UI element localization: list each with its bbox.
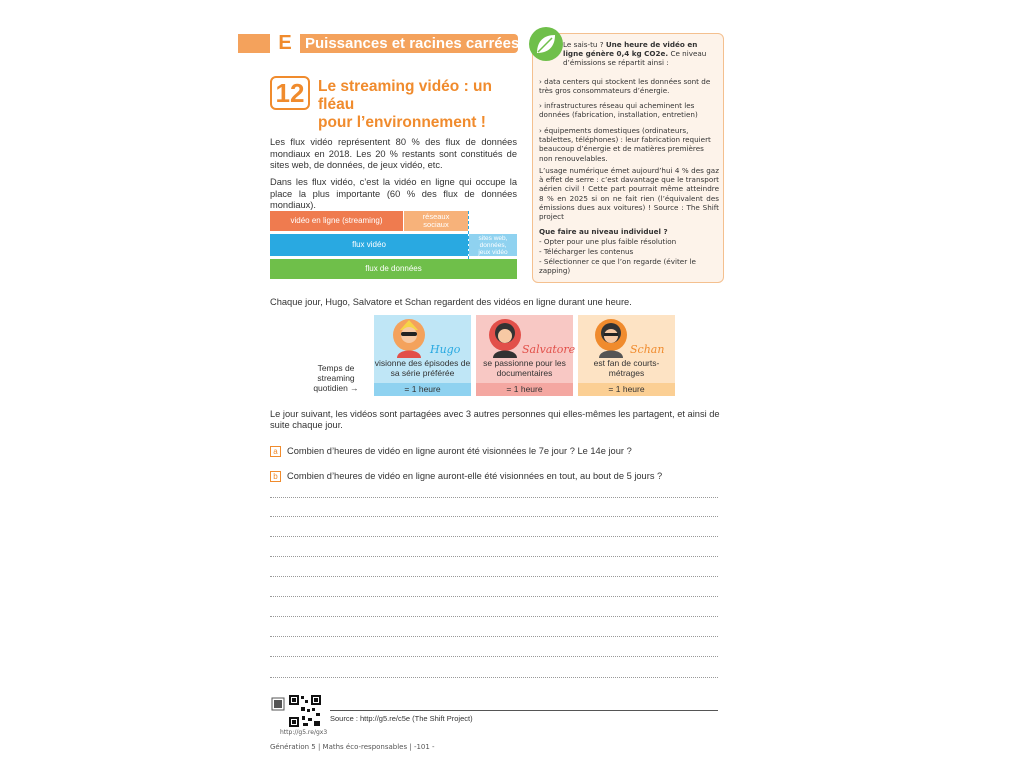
salvatore-time: = 1 heure — [476, 383, 573, 396]
answer-line[interactable] — [270, 677, 718, 678]
sidebox-action-2: - Télécharger les contenus — [539, 247, 634, 256]
exercise-title-line2: pour l’environnement ! — [318, 114, 486, 131]
bar-social-label: réseaux sociaux — [422, 212, 450, 229]
bar-data-label: flux de données — [365, 264, 422, 273]
intro-paragraph-1: Les flux vidéo représentent 80 % des flux de données mondiaux en 2018. Les 20 % restants sont constitués de sites web, de données, de jeux vidéo, etc. — [270, 137, 517, 170]
question-a-label: a — [270, 446, 281, 457]
next-day-text: Le jour suivant, les vidéos sont partagées avec 3 autres personnes qui elles-mêmes les partagent, et ainsi de suite chaque jour. — [270, 409, 720, 430]
sidebox-action-title: Que faire au niveau individuel ? — [539, 227, 668, 236]
sidebox-bullet-1: › data centers qui stockent les données sont de très gros consommateurs d’énergie. — [539, 77, 711, 96]
answer-line[interactable] — [270, 596, 718, 597]
schan-desc: est fan de courts-métrages — [593, 358, 660, 378]
hugo-desc: visionne des épisodes de sa série préférée — [374, 358, 471, 378]
qr-code-icon[interactable] — [288, 694, 322, 728]
bar-websites — [469, 234, 517, 256]
section-letter: E — [270, 32, 300, 55]
answer-line[interactable] — [270, 536, 718, 537]
hugo-name: Hugo — [430, 343, 461, 356]
sidebox-action-3: - Sélectionner ce que l’on regarde (éviter le zapping) — [539, 257, 696, 276]
bar-video-flow — [270, 234, 468, 256]
character-card-schan — [578, 315, 675, 383]
sidebox-intro-a: Le sais-tu ? — [563, 40, 604, 49]
character-card-hugo — [374, 315, 471, 383]
salvatore-name: Salvatore — [522, 343, 576, 356]
question-b-label: b — [270, 471, 281, 482]
exercise-title — [318, 78, 518, 132]
scan-icon — [271, 697, 285, 711]
hugo-time: = 1 heure — [374, 383, 471, 396]
question-b-text: Combien d’heures de vidéo en ligne auront-elle été visionnées en tout, au bout de 5 jours ? — [287, 471, 663, 481]
answer-line[interactable] — [270, 616, 718, 617]
qr-url[interactable]: http://g5.re/gx3 — [280, 729, 328, 736]
sidebox-bullet-1-text: data centers qui stockent les données sont de très gros consommateurs d’énergie. — [539, 77, 711, 96]
answer-line[interactable] — [270, 556, 718, 557]
exercise-number: 12 — [270, 76, 310, 110]
bar-video-label: flux vidéo — [352, 240, 386, 249]
schan-time: = 1 heure — [578, 383, 675, 396]
answer-line[interactable] — [270, 656, 718, 657]
scenario-text: Chaque jour, Hugo, Salvatore et Schan regardent des vidéos en ligne durant une heure. — [270, 297, 632, 307]
source-divider — [330, 710, 718, 711]
answer-line[interactable] — [270, 516, 718, 517]
schan-name: Schan — [630, 343, 665, 356]
intro-paragraph-2: Dans les flux vidéo, c’est la vidéo en ligne qui occupe la place la plus importante (60 % des flux de données mondiaux). — [270, 177, 517, 210]
leaf-icon — [528, 26, 564, 62]
question-a-text: Combien d’heures de vidéo en ligne auront été visionnées le 7e jour ? Le 14e jour ? — [287, 446, 632, 456]
bar-data-flow — [270, 259, 517, 279]
section-title: Puissances et racines carrées — [305, 35, 520, 52]
hugo-avatar-icon — [392, 318, 426, 358]
character-card-salvatore — [476, 315, 576, 383]
bar-social — [404, 211, 468, 231]
sidebox-action-1: - Opter pour une plus faible résolution — [539, 237, 677, 246]
sidebox-bullet-2-text: infrastructures réseau qui acheminent les données (fabrication, installation, entretien) — [539, 101, 698, 120]
sidebox-intro — [563, 40, 718, 68]
source-text: Source : http://g5.re/c5e (The Shift Project) — [330, 714, 473, 723]
sidebox-bullet-2: › infrastructures réseau qui acheminent les données (fabrication, installation, entretien) — [539, 101, 698, 120]
sidebox-intro-c: Ce niveau d’émissions se répartit ainsi : — [563, 49, 707, 68]
answer-line[interactable] — [270, 497, 718, 498]
sidebox-bullet-3-text: équipements domestiques (ordinateurs, tablettes, téléphones) : leur fabrication requiert beaucoup d’énergie et de matières premières non renouvelables. — [539, 126, 711, 163]
answer-line[interactable] — [270, 576, 718, 577]
salvatore-avatar-icon — [488, 318, 522, 358]
bar-websites-label: sites web, données, jeux vidéo — [478, 234, 508, 256]
exercise-title-line1: Le streaming vidéo : un fléau — [318, 78, 492, 113]
page-footer: Génération 5 | Maths éco-responsables | -101 - — [270, 743, 435, 751]
salvatore-desc: se passionne pour les documentaires — [483, 358, 566, 378]
time-label: Temps de streaming quotidien → — [313, 363, 359, 393]
bar-streaming — [270, 211, 403, 231]
answer-line[interactable] — [270, 636, 718, 637]
sidebox-usage: L’usage numérique émet aujourd’hui 4 % des gaz à effet de serre : c’est davantage que le transport aérien civil ! Cette part pourrait même atteindre 8 % en 2025 si on ne fait rien (l’équivalent des émissions dues aux voitures) ! Source : The Shift project — [539, 166, 719, 222]
info-sidebox — [532, 33, 724, 283]
bar-streaming-label: vidéo en ligne (streaming) — [290, 216, 383, 225]
schan-avatar-icon — [594, 318, 628, 358]
sidebox-bullet-3: › équipements domestiques (ordinateurs, tablettes, téléphones) : leur fabrication requiert beaucoup d’énergie et de matières premières non renouvelables. — [539, 126, 711, 163]
data-flow-diagram — [270, 211, 518, 279]
sidebox-intro-b: Une heure de vidéo en ligne génère 0,4 kg CO2e. — [563, 40, 698, 59]
